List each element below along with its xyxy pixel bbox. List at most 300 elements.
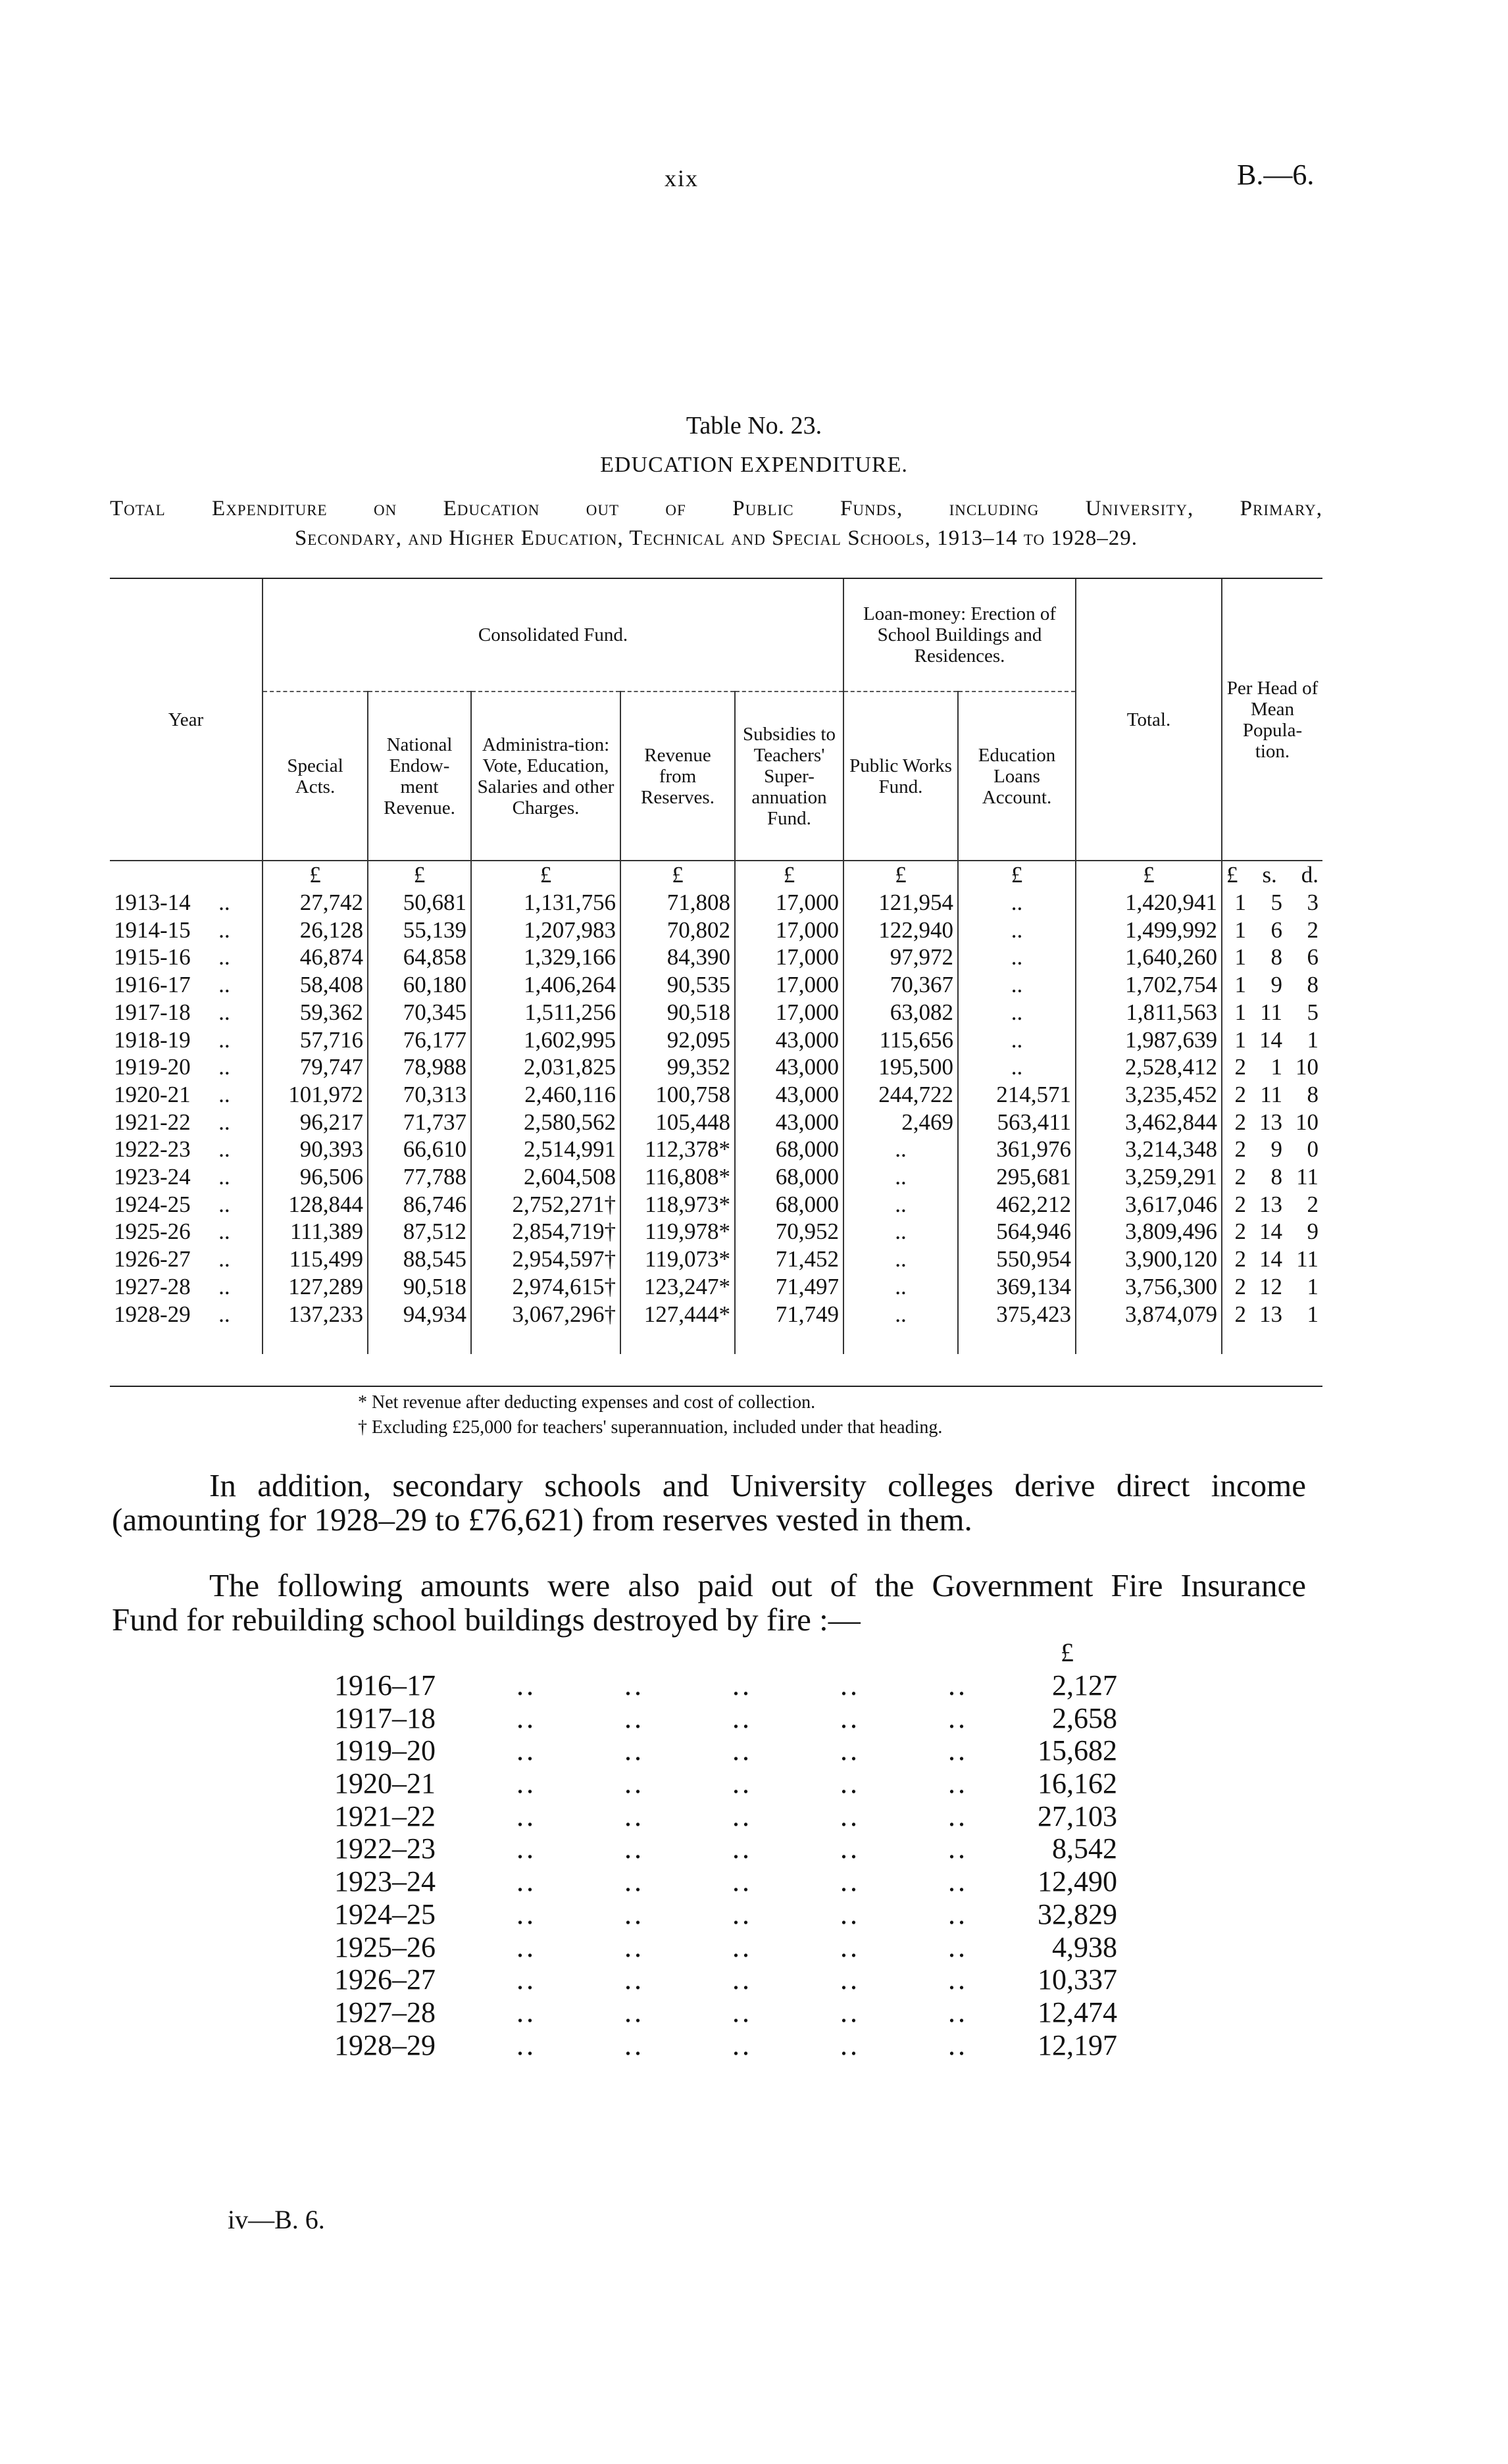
leader-dot: .. — [732, 1898, 752, 1930]
header-administration: Administra-tion: Vote, Education, Salaries and other Charges. — [471, 691, 620, 861]
leader-dots: .. — [218, 1301, 230, 1327]
fire-fund-row — [334, 1767, 1117, 1800]
table-title: EDUCATION EXPENDITURE. — [600, 453, 908, 477]
leader-dot: .. — [624, 1996, 644, 2028]
leader-dot: .. — [624, 1930, 644, 1963]
table-row — [110, 1163, 1322, 1191]
cell-administration: 2,580,562 — [471, 1109, 620, 1136]
leader-dot: .. — [840, 1865, 860, 1898]
cell-special-acts: 127,289 — [263, 1273, 368, 1301]
cell-public-works: 2,469 — [843, 1109, 958, 1136]
year-label: 1924-25 — [114, 1191, 191, 1217]
table-bottom-rule — [110, 1386, 1322, 1387]
year-label: 1918-19 — [114, 1026, 191, 1053]
leader-dot: .. — [948, 1734, 968, 1767]
year-label: 1914-15 — [114, 917, 191, 943]
cell-public-works: .. — [843, 1163, 958, 1191]
cell-per-head — [1222, 1053, 1322, 1081]
per-head-pence: 1 — [1307, 1301, 1319, 1327]
header-special-acts: Special Acts. — [263, 691, 368, 861]
cell-administration: 3,067,296† — [471, 1301, 620, 1328]
fire-fund-year: 1926–27 — [334, 1963, 436, 1996]
per-head-pence: 1 — [1307, 1273, 1319, 1299]
cell-revenue-reserves: 127,444* — [620, 1301, 735, 1328]
leader-dot: .. — [840, 1930, 860, 1963]
per-head-pence: 2 — [1307, 917, 1319, 943]
cell-per-head — [1222, 971, 1322, 999]
cell-education-loans: 462,212 — [958, 1191, 1076, 1219]
per-head-shillings: 1 — [1270, 1054, 1282, 1080]
cell-subsidies: 68,000 — [735, 1191, 843, 1219]
per-head-pounds: 2 — [1234, 1109, 1246, 1135]
fire-fund-year: 1917–18 — [334, 1701, 436, 1734]
header-subsidies: Subsidies to Teachers' Super-annuation Fund. — [735, 691, 843, 861]
fire-fund-row — [334, 1734, 1117, 1767]
table-end-spacer — [110, 1328, 1322, 1354]
cell-total: 3,259,291 — [1076, 1163, 1222, 1191]
cell-year — [110, 943, 263, 971]
fire-fund-row — [334, 1800, 1117, 1833]
cell-year — [110, 1081, 263, 1109]
cell-education-loans: 295,681 — [958, 1163, 1076, 1191]
fire-fund-row — [334, 1702, 1117, 1735]
cell-year — [110, 971, 263, 999]
cell-education-loans: .. — [958, 943, 1076, 971]
cell-subsidies: 71,497 — [735, 1273, 843, 1301]
leader-dot: .. — [948, 1865, 968, 1898]
cell-national-endowment: 94,934 — [368, 1301, 471, 1328]
cell-national-endowment: 78,988 — [368, 1053, 471, 1081]
cell-education-loans: .. — [958, 1053, 1076, 1081]
cell-public-works: .. — [843, 1136, 958, 1163]
cell-per-head — [1222, 889, 1322, 917]
leader-dots — [472, 1669, 1012, 1702]
per-head-pounds: 1 — [1234, 944, 1246, 970]
header-public-works: Public Works Fund. — [843, 691, 958, 861]
leader-dot: .. — [624, 1767, 644, 1800]
cell-national-endowment: 77,788 — [368, 1163, 471, 1191]
fire-fund-year: 1923–24 — [334, 1865, 436, 1898]
leader-dots: .. — [218, 999, 230, 1025]
year-label: 1928-29 — [114, 1301, 191, 1327]
cell-public-works: .. — [843, 1301, 958, 1328]
per-head-shillings: 14 — [1259, 1026, 1282, 1053]
cell-year — [110, 1273, 263, 1301]
fire-fund-year: 1922–23 — [334, 1832, 436, 1865]
leader-dots — [472, 2029, 1012, 2062]
table-number: Table No. 23. — [686, 412, 822, 440]
leader-dot: .. — [516, 1701, 536, 1734]
paragraph-fire-insurance-line2: Fund for rebuilding school buildings destroyed by fire :— — [112, 1601, 861, 1638]
fire-fund-row — [334, 2029, 1117, 2062]
unit-label: £ — [620, 861, 735, 889]
fire-fund-unit: £ — [1061, 1638, 1074, 1667]
cell-administration: 2,460,116 — [471, 1081, 620, 1109]
table-row — [110, 999, 1322, 1026]
cell-administration: 1,511,256 — [471, 999, 620, 1026]
cell-education-loans: .. — [958, 971, 1076, 999]
cell-national-endowment: 60,180 — [368, 971, 471, 999]
table-subtitle-line1: Total Expenditure on Education out of Public Funds, including University, Primary, — [110, 497, 1322, 520]
cell-year — [110, 1053, 263, 1081]
table-row — [110, 889, 1322, 917]
leader-dots — [472, 1996, 1012, 2029]
cell-public-works: 70,367 — [843, 971, 958, 999]
leader-dots: .. — [218, 917, 230, 943]
cell-national-endowment: 70,345 — [368, 999, 471, 1026]
leader-dot: .. — [732, 2028, 752, 2061]
table-row — [110, 1026, 1322, 1054]
cell-revenue-reserves: 99,352 — [620, 1053, 735, 1081]
table-row — [110, 1136, 1322, 1163]
cell-total: 3,809,496 — [1076, 1218, 1222, 1245]
signature-mark: iv—B. 6. — [228, 2205, 325, 2234]
cell-education-loans: 564,946 — [958, 1218, 1076, 1245]
leader-dot: .. — [840, 1734, 860, 1767]
cell-special-acts: 128,844 — [263, 1191, 368, 1219]
leader-dot: .. — [516, 1734, 536, 1767]
cell-year — [110, 1245, 263, 1273]
leader-dots: .. — [218, 1109, 230, 1135]
fire-fund-amount: 12,474 — [1038, 1996, 1117, 2028]
cell-year — [110, 917, 263, 944]
cell-special-acts: 115,499 — [263, 1245, 368, 1273]
leader-dot: .. — [948, 2028, 968, 2061]
leader-dot: .. — [732, 1832, 752, 1865]
cell-subsidies: 17,000 — [735, 889, 843, 917]
leader-dot: .. — [840, 1799, 860, 1832]
cell-per-head — [1222, 943, 1322, 971]
cell-special-acts: 96,217 — [263, 1109, 368, 1136]
cell-revenue-reserves: 90,518 — [620, 999, 735, 1026]
per-head-shillings: 14 — [1259, 1246, 1282, 1272]
cell-subsidies: 43,000 — [735, 1026, 843, 1054]
cell-total: 3,756,300 — [1076, 1273, 1222, 1301]
leader-dots — [472, 1865, 1012, 1898]
cell-revenue-reserves: 118,973* — [620, 1191, 735, 1219]
cell-administration: 2,514,991 — [471, 1136, 620, 1163]
leader-dots: .. — [218, 1273, 230, 1299]
leader-dot: .. — [948, 1669, 968, 1701]
cell-per-head — [1222, 1245, 1322, 1273]
leader-dot: .. — [840, 1963, 860, 1996]
fire-fund-year: 1916–17 — [334, 1669, 436, 1701]
cell-national-endowment: 90,518 — [368, 1273, 471, 1301]
cell-administration: 2,854,719† — [471, 1218, 620, 1245]
per-head-pence: 11 — [1296, 1164, 1319, 1190]
leader-dot: .. — [516, 1767, 536, 1800]
table-row — [110, 1053, 1322, 1081]
cell-revenue-reserves: 92,095 — [620, 1026, 735, 1054]
leader-dot: .. — [624, 1734, 644, 1767]
fire-fund-year: 1920–21 — [334, 1767, 436, 1800]
leader-dots — [472, 1702, 1012, 1735]
cell-per-head — [1222, 1081, 1322, 1109]
cell-national-endowment: 55,139 — [368, 917, 471, 944]
fire-fund-row — [334, 1865, 1117, 1898]
per-head-shillings: 13 — [1259, 1191, 1282, 1217]
leader-dots — [472, 1931, 1012, 1964]
per-head-shillings: 13 — [1259, 1109, 1282, 1135]
cell-revenue-reserves: 84,390 — [620, 943, 735, 971]
unit-row — [110, 861, 1322, 889]
year-label: 1927-28 — [114, 1273, 191, 1299]
header-revenue-reserves: Revenue from Reserves. — [620, 691, 735, 861]
cell-per-head — [1222, 1163, 1322, 1191]
leader-dots — [472, 1767, 1012, 1800]
year-label: 1916-17 — [114, 972, 191, 998]
table-row — [110, 1191, 1322, 1219]
leader-dots: .. — [218, 1026, 230, 1053]
footnote-asterisk: * Net revenue after deducting expenses and cost of collection. — [358, 1392, 816, 1413]
cell-public-works: 115,656 — [843, 1026, 958, 1054]
year-label: 1921-22 — [114, 1109, 191, 1135]
per-head-pounds: 2 — [1234, 1136, 1246, 1163]
fire-fund-row — [334, 1898, 1117, 1931]
cell-special-acts: 46,874 — [263, 943, 368, 971]
cell-subsidies: 17,000 — [735, 917, 843, 944]
per-head-pence: 9 — [1307, 1219, 1319, 1245]
leader-dot: .. — [624, 2028, 644, 2061]
leader-dot: .. — [516, 1832, 536, 1865]
cell-year — [110, 889, 263, 917]
cell-special-acts: 79,747 — [263, 1053, 368, 1081]
cell-per-head — [1222, 1026, 1322, 1054]
leader-dots: .. — [218, 944, 230, 970]
fire-fund-amount: 12,197 — [1038, 2028, 1117, 2061]
fire-fund-row — [334, 1996, 1117, 2029]
cell-subsidies: 17,000 — [735, 943, 843, 971]
cell-per-head — [1222, 1301, 1322, 1328]
cell-administration: 1,131,756 — [471, 889, 620, 917]
cell-special-acts: 101,972 — [263, 1081, 368, 1109]
per-head-shillings: 8 — [1270, 1164, 1282, 1190]
cell-public-works: 195,500 — [843, 1053, 958, 1081]
cell-education-loans: .. — [958, 999, 1076, 1026]
leader-dot: .. — [948, 1767, 968, 1800]
cell-special-acts: 58,408 — [263, 971, 368, 999]
year-label: 1919-20 — [114, 1054, 191, 1080]
per-head-pence: 6 — [1307, 944, 1319, 970]
fire-fund-year: 1919–20 — [334, 1734, 436, 1767]
header-year: Year — [168, 709, 204, 730]
leader-dot: .. — [732, 1930, 752, 1963]
cell-total: 1,987,639 — [1076, 1026, 1222, 1054]
table-row — [110, 1245, 1322, 1273]
leader-dot: .. — [624, 1865, 644, 1898]
leader-dots: .. — [218, 1081, 230, 1107]
table-row — [110, 1301, 1322, 1328]
per-head-pounds: 1 — [1234, 972, 1246, 998]
leader-dot: .. — [948, 1799, 968, 1832]
cell-public-works: 244,722 — [843, 1081, 958, 1109]
leader-dots — [472, 1963, 1012, 1996]
leader-dots — [472, 1832, 1012, 1865]
cell-education-loans: .. — [958, 917, 1076, 944]
per-head-pence: 0 — [1307, 1136, 1319, 1163]
cell-education-loans: 214,571 — [958, 1081, 1076, 1109]
leader-dot: .. — [840, 1701, 860, 1734]
leader-dot: .. — [948, 1832, 968, 1865]
header-per-head: Per Head of Mean Popula-tion. — [1222, 579, 1322, 861]
cell-special-acts: 111,389 — [263, 1218, 368, 1245]
leader-dot: .. — [732, 1701, 752, 1734]
leader-dot: .. — [732, 1767, 752, 1800]
leader-dot: .. — [516, 1996, 536, 2028]
fire-fund-list — [334, 1669, 1117, 2061]
fire-fund-amount: 2,127 — [1052, 1669, 1117, 1701]
leader-dot: .. — [948, 1898, 968, 1930]
cell-per-head — [1222, 1218, 1322, 1245]
per-head-pounds: 2 — [1234, 1246, 1246, 1272]
leader-dot: .. — [840, 1669, 860, 1701]
leader-dots: .. — [218, 1054, 230, 1080]
fire-fund-amount: 16,162 — [1038, 1767, 1117, 1800]
unit-label: £ — [471, 861, 620, 889]
cell-per-head — [1222, 1109, 1322, 1136]
cell-administration: 2,954,597† — [471, 1245, 620, 1273]
leader-dots: .. — [218, 1164, 230, 1190]
cell-total: 3,462,844 — [1076, 1109, 1222, 1136]
leader-dot: .. — [624, 1669, 644, 1701]
unit-pence: d. — [1301, 862, 1319, 888]
unit-label: £ — [958, 861, 1076, 889]
leader-dot: .. — [840, 1996, 860, 2028]
cell-special-acts: 27,742 — [263, 889, 368, 917]
per-head-pounds: 1 — [1234, 890, 1246, 915]
fire-fund-year: 1921–22 — [334, 1799, 436, 1832]
cell-national-endowment: 87,512 — [368, 1218, 471, 1245]
cell-total: 1,640,260 — [1076, 943, 1222, 971]
cell-per-head — [1222, 1136, 1322, 1163]
cell-national-endowment: 50,681 — [368, 889, 471, 917]
fire-fund-amount: 12,490 — [1038, 1865, 1117, 1898]
cell-subsidies: 43,000 — [735, 1081, 843, 1109]
footnote-dagger: † Excluding £25,000 for teachers' superannuation, included under that heading. — [358, 1417, 943, 1438]
fire-fund-amount: 8,542 — [1052, 1832, 1117, 1865]
fire-fund-row — [334, 1669, 1117, 1702]
cell-year — [110, 1026, 263, 1054]
leader-dots: .. — [218, 890, 230, 915]
unit-label: £ — [1076, 861, 1222, 889]
leader-dot: .. — [732, 1996, 752, 2028]
per-head-shillings: 9 — [1270, 972, 1282, 998]
cell-special-acts: 96,506 — [263, 1163, 368, 1191]
cell-public-works: .. — [843, 1191, 958, 1219]
fire-fund-year: 1925–26 — [334, 1930, 436, 1963]
cell-administration: 1,602,995 — [471, 1026, 620, 1054]
cell-total: 1,420,941 — [1076, 889, 1222, 917]
per-head-pence: 2 — [1307, 1191, 1319, 1217]
cell-subsidies: 43,000 — [735, 1109, 843, 1136]
fire-fund-amount: 4,938 — [1052, 1930, 1117, 1963]
cell-year — [110, 1218, 263, 1245]
cell-special-acts: 26,128 — [263, 917, 368, 944]
cell-special-acts: 137,233 — [263, 1301, 368, 1328]
per-head-shillings: 11 — [1260, 1081, 1282, 1107]
cell-administration: 1,329,166 — [471, 943, 620, 971]
unit-label: £ — [735, 861, 843, 889]
header-loan-money: Loan-money: Erection of School Buildings and Residences. — [843, 579, 1076, 691]
per-head-pence: 1 — [1307, 1026, 1319, 1053]
year-label: 1926-27 — [114, 1246, 191, 1272]
year-label: 1915-16 — [114, 944, 191, 970]
fire-fund-row — [334, 1832, 1117, 1865]
leader-dot: .. — [732, 1669, 752, 1701]
cell-total: 3,874,079 — [1076, 1301, 1222, 1328]
table-row — [110, 1109, 1322, 1136]
leader-dot: .. — [516, 1799, 536, 1832]
cell-national-endowment: 88,545 — [368, 1245, 471, 1273]
per-head-shillings: 5 — [1270, 890, 1282, 915]
header-consolidated-fund: Consolidated Fund. — [263, 579, 843, 691]
cell-revenue-reserves: 100,758 — [620, 1081, 735, 1109]
year-label: 1922-23 — [114, 1136, 191, 1163]
table-row — [110, 971, 1322, 999]
per-head-pence: 8 — [1307, 972, 1319, 998]
cell-national-endowment: 76,177 — [368, 1026, 471, 1054]
leader-dot: .. — [516, 1930, 536, 1963]
paragraph-reserves-income: In addition, secondary schools and University colleges derive direct income (amounting for 1928–29 to £76,621) from reserves vested in them. — [112, 1467, 1306, 1538]
cell-public-works: .. — [843, 1245, 958, 1273]
cell-public-works: .. — [843, 1273, 958, 1301]
per-head-shillings: 12 — [1259, 1273, 1282, 1299]
paragraph-fire-insurance-line1: The following amounts were also paid out of the Government Fire Insurance — [209, 1567, 1306, 1603]
leader-dots — [472, 1734, 1012, 1767]
leader-dot: .. — [516, 1898, 536, 1930]
cell-subsidies: 17,000 — [735, 971, 843, 999]
cell-year — [110, 1191, 263, 1219]
leader-dot: .. — [948, 1996, 968, 2028]
fire-fund-amount: 32,829 — [1038, 1898, 1117, 1930]
per-head-pounds: 2 — [1234, 1273, 1246, 1299]
leader-dot: .. — [624, 1832, 644, 1865]
cell-subsidies: 71,749 — [735, 1301, 843, 1328]
leader-dots: .. — [218, 1219, 230, 1245]
per-head-pounds: 2 — [1234, 1191, 1246, 1217]
cell-administration: 1,406,264 — [471, 971, 620, 999]
leader-dot: .. — [948, 1930, 968, 1963]
header-education-loans: Education Loans Account. — [958, 691, 1076, 861]
cell-subsidies: 68,000 — [735, 1163, 843, 1191]
cell-public-works: 97,972 — [843, 943, 958, 971]
cell-revenue-reserves: 112,378* — [620, 1136, 735, 1163]
cell-total: 3,900,120 — [1076, 1245, 1222, 1273]
cell-education-loans: .. — [958, 889, 1076, 917]
cell-subsidies: 43,000 — [735, 1053, 843, 1081]
header-total: Total. — [1076, 579, 1222, 861]
leader-dot: .. — [516, 1865, 536, 1898]
per-head-pounds: 1 — [1234, 1026, 1246, 1053]
cell-total: 1,811,563 — [1076, 999, 1222, 1026]
document-reference: B.—6. — [1237, 159, 1315, 191]
cell-total: 3,617,046 — [1076, 1191, 1222, 1219]
cell-national-endowment: 70,313 — [368, 1081, 471, 1109]
page-number: xix — [665, 165, 699, 191]
per-head-shillings: 14 — [1259, 1219, 1282, 1245]
cell-subsidies: 71,452 — [735, 1245, 843, 1273]
cell-administration: 1,207,983 — [471, 917, 620, 944]
per-head-shillings: 6 — [1270, 917, 1282, 943]
cell-public-works: 121,954 — [843, 889, 958, 917]
cell-education-loans: .. — [958, 1026, 1076, 1054]
fire-fund-row — [334, 1963, 1117, 1996]
per-head-shillings: 8 — [1270, 944, 1282, 970]
cell-special-acts: 57,716 — [263, 1026, 368, 1054]
per-head-pence: 8 — [1307, 1081, 1319, 1107]
unit-pounds: £ — [1226, 862, 1238, 888]
cell-national-endowment: 64,858 — [368, 943, 471, 971]
